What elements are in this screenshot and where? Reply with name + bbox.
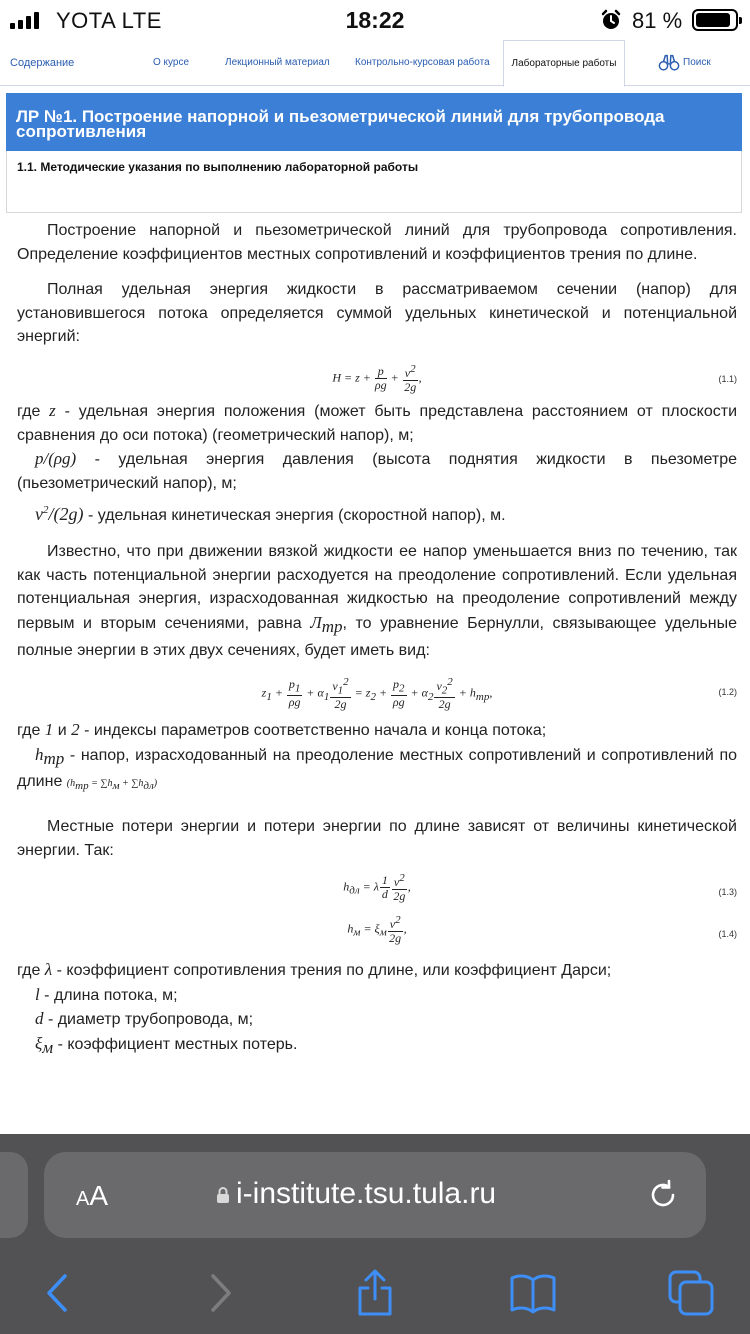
definition-diameter: d - диаметр трубопровода, м; <box>35 1009 254 1029</box>
equation-number: (1.2) <box>718 687 737 698</box>
tabs-icon <box>666 1268 716 1318</box>
equation-1-2-formula: $z_1$ + $\frac{p_1}{\rho g}$ + $\alpha_1$ $\frac{v_1^2}{2g}$ = $z_2$ + $\frac{p_2}{\rho g}$ + $\alpha_2$ $\frac{v_2^2}{2g}$ + $h_{mp}$, <box>261 676 493 712</box>
nav-labs-tab-active[interactable]: Лабораторные работы <box>503 40 625 87</box>
nav-contents-link[interactable]: Содержание <box>10 57 75 69</box>
definition-z: где z - удельная энергия положения (может быть представлена расстоянием от плоскости сравнения до оси потока) (геометрический напор), м; <box>17 400 738 444</box>
share-button[interactable] <box>350 1268 400 1318</box>
previous-tab-preview[interactable] <box>0 1152 28 1238</box>
address-bar[interactable] <box>44 1152 706 1238</box>
nav-search-label: Поиск <box>683 57 711 68</box>
lab-title-banner <box>6 93 742 151</box>
reader-settings-button[interactable]: AA <box>76 1180 109 1211</box>
equation-1-1 <box>17 349 737 399</box>
nav-lectures-link[interactable]: Лекционный материал <box>225 57 330 68</box>
alarm-icon <box>600 9 622 31</box>
status-bar <box>0 0 750 40</box>
equation-number: (1.4) <box>718 929 737 940</box>
chevron-right-icon <box>195 1268 245 1318</box>
equation-1-2 <box>17 662 737 718</box>
page-title: ЛР №1. Построение напорной и пьезометрической линий для трубопровода сопротивления <box>16 107 665 141</box>
chevron-left-icon <box>33 1268 83 1318</box>
share-icon <box>350 1268 400 1318</box>
definition-velocity-head: $v^2/(2g)$ - удельная кинетическая энергия (скоростной напор), м. <box>35 504 506 525</box>
back-button[interactable] <box>33 1268 83 1318</box>
nav-coursework-link[interactable]: Контрольно-курсовая работа <box>355 57 490 68</box>
clock: 18:22 <box>345 7 405 33</box>
nav-about-link[interactable]: О курсе <box>153 57 190 68</box>
equation-1-4 <box>17 908 737 954</box>
battery-icon <box>692 9 738 31</box>
equation-1-3 <box>17 862 737 908</box>
reload-icon[interactable] <box>646 1178 680 1212</box>
article-body <box>17 219 737 1060</box>
nav-search-link[interactable] <box>658 40 711 86</box>
book-icon <box>508 1268 558 1318</box>
equation-number: (1.1) <box>718 373 737 384</box>
binoculars-icon <box>658 52 680 74</box>
definition-lambda: где λ - коэффициент сопротивления трения по длине, или коэффициент Дарси; <box>17 960 612 980</box>
equation-number: (1.3) <box>718 887 737 898</box>
equation-1-4-formula: $h_м = \xi_м$ $\frac{v^2}{2g}$ , <box>347 914 407 946</box>
paragraph-viscous-loss: Известно, что при движении вязкой жидкости ее напор уменьшается вниз по течению, так как часть потенциальной энергии расходуется на преодоление сопротивлений. Если удельная потенциальная энергия, израсходованная жидкостью на преодоление сопротивлений между первым и вторым сечениями, равна $Л_{тр}$, то уравнение Бернулли, связывающее удельные полные энергии в этих двух сечениях, будет иметь вид: <box>17 542 738 659</box>
url-text[interactable]: i-institute.tsu.tula.ru <box>236 1177 497 1210</box>
equation-1-1-formula: H = z + $\frac{p}{\rho g}$ + $\frac{v^2}{2g}$ , <box>332 362 422 394</box>
carrier-label: YOTA LTE <box>56 8 162 33</box>
course-nav <box>0 40 750 86</box>
paragraph-intro: Построение напорной и пьезометрической линий для трубопровода сопротивления. Определение коэффициентов местных сопротивлений и коэффициентов трения по длине. <box>17 222 737 263</box>
definition-indices: где 1 и 2 - индексы параметров соответственно начала и конца потока; <box>17 720 547 740</box>
bookmarks-button[interactable] <box>508 1268 558 1318</box>
forward-button[interactable] <box>195 1268 245 1318</box>
equation-1-3-formula: $h_{дл} = \lambda$ $\frac{1}{d}$ $\frac{v^2}{2g}$ , <box>343 872 411 904</box>
tabs-button[interactable] <box>666 1268 716 1318</box>
section-subtitle: 1.1. Методические указания по выполнению лабораторной работы <box>6 151 742 213</box>
paragraph-local-losses: Местные потери энергии и потери энергии по длине зависят от величины кинетической энергии. Так: <box>17 818 737 859</box>
definition-local-coef: $\xi_м$ - коэффициент местных потерь. <box>35 1034 298 1058</box>
definition-pressure: p/(ρg) - удельная энергия давления (высота поднятия жидкости в пьезометре (пьезометрический напор), м; <box>17 449 737 492</box>
paragraph-total-energy: Полная удельная энергия жидкости в рассматриваемом сечении (напор) для установившегося потока определяется суммой удельных кинетической и потенциальной энергий: <box>17 281 737 346</box>
definition-length: l - длина потока, м; <box>35 984 178 1004</box>
battery-percentage: 81 % <box>632 8 683 33</box>
definition-head-loss: $h_{mp}$ - напор, израсходованный на преодоление местных сопротивлений и сопротивлений по длине $(h_{mp} = \sum h_м + \sum h_{дл})$ <box>17 744 737 793</box>
lock-icon <box>216 1186 230 1204</box>
